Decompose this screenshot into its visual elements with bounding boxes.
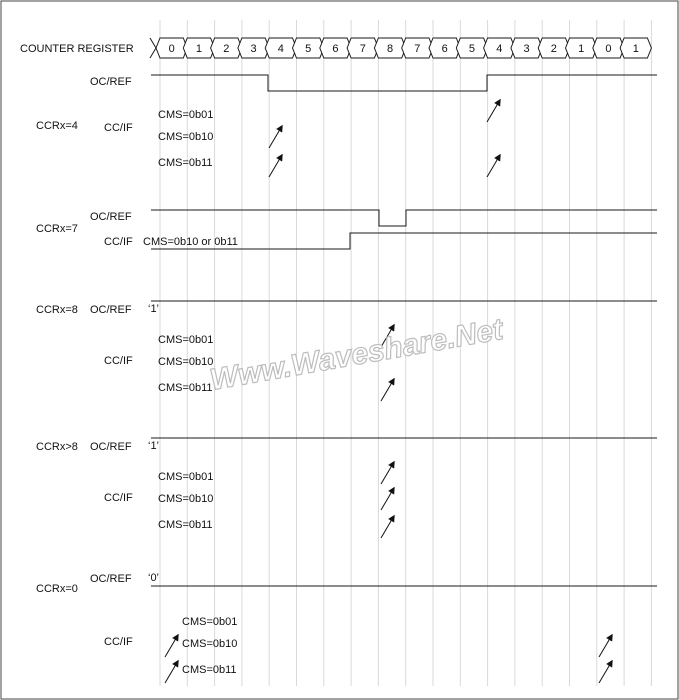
section-ccrx0 xyxy=(36,572,657,683)
ccrx4-0b11-event-arrow-up xyxy=(269,155,282,177)
ccrx0-0b10-event-arrow-end xyxy=(599,635,612,657)
ccrx4-label: CCRx=4 xyxy=(36,120,78,132)
ccrx4-ocref-waveform xyxy=(151,75,657,91)
ccrx0-ccif-label: CC/IF xyxy=(104,636,133,648)
ccrxgt8-ocref-level: ‘1’ xyxy=(148,440,160,452)
ccrx0-ocref-level: ‘0’ xyxy=(148,572,160,584)
ccrx0-cms-0b11: CMS=0b11 xyxy=(182,664,237,676)
ccrx7-label: CCRx=7 xyxy=(36,223,78,235)
ccrx0-0b11-event-arrow-start xyxy=(165,661,178,683)
ccrx8-ccif-label: CC/IF xyxy=(104,355,133,367)
ccrxgt8-ocref-label: OC/REF xyxy=(90,441,132,453)
ccrxgt8-cms-0b10: CMS=0b10 xyxy=(158,493,214,505)
ccrx7-ocref-waveform xyxy=(151,210,657,226)
ccrxgt8-cms-0b01: CMS=0b01 xyxy=(158,471,214,483)
ccrx4-cms-0b01: CMS=0b01 xyxy=(158,109,214,121)
counter-cell-value: 0 xyxy=(168,43,175,55)
ccrx7-ccif-label: CC/IF xyxy=(104,236,133,248)
counter-cell-value: 3 xyxy=(523,43,530,55)
ccrx8-cms-0b10: CMS=0b10 xyxy=(158,356,214,368)
ccrx0-cms-0b10: CMS=0b10 xyxy=(182,638,238,650)
counter-cell-value: 3 xyxy=(250,43,257,55)
ccrx8-ocref-level: ‘1’ xyxy=(148,303,160,315)
ccrx8-ocref-label: OC/REF xyxy=(90,304,132,316)
ccrx4-cms-0b10: CMS=0b10 xyxy=(158,131,214,143)
ccrx4-0b11-event-arrow-down xyxy=(487,155,500,177)
ccrx0-0b11-event-arrow-end xyxy=(599,661,612,683)
ccrx4-cms-0b11: CMS=0b11 xyxy=(158,157,213,169)
counter-cell-value: 4 xyxy=(277,43,284,55)
counter-register-label: COUNTER REGISTER xyxy=(20,43,134,55)
ccrxgt8-ccif-label: CC/IF xyxy=(104,492,133,504)
counter-cell-value: 7 xyxy=(414,43,421,55)
ccrx7-ocref-label: OC/REF xyxy=(90,211,132,223)
ccrxgt8-0b10-event-arrow xyxy=(381,488,394,510)
ccrx4-0b10-event-arrow xyxy=(269,126,282,148)
ccrx8-label: CCRx=8 xyxy=(36,304,78,316)
counter-cell-value: 2 xyxy=(550,43,557,55)
ccrx0-label: CCRx=0 xyxy=(36,583,78,595)
ccrx4-0b01-event-arrow xyxy=(487,100,500,122)
ccrx0-0b10-event-arrow-start xyxy=(165,635,178,657)
section-ccrx7 xyxy=(36,210,657,249)
counter-cell-value: 8 xyxy=(386,43,394,55)
ccrxgt8-0b11-event-arrow xyxy=(381,516,394,538)
ccrxgt8-cms-0b11: CMS=0b11 xyxy=(158,519,213,531)
ccrx8-cms-0b11: CMS=0b11 xyxy=(158,382,213,394)
ccrx4-ocref-label: OC/REF xyxy=(90,76,132,88)
counter-cell-value: 6 xyxy=(332,43,339,55)
ccrx4-ccif-label: CC/IF xyxy=(104,122,133,134)
counter-cell-edge-left xyxy=(150,38,156,58)
counter-cell-value: 7 xyxy=(359,43,366,55)
section-ccrx-gt8 xyxy=(36,438,657,538)
counter-cell-value: 2 xyxy=(223,43,230,55)
counter-cell-value: 5 xyxy=(305,43,312,55)
counter-cell-value: 1 xyxy=(195,43,203,55)
counter-cell-value: 1 xyxy=(578,43,585,55)
counter-cell-value: 1 xyxy=(632,43,639,55)
ccrx0-cms-0b01: CMS=0b01 xyxy=(182,616,238,628)
counter-register-cells xyxy=(150,38,651,58)
counter-cell-value: 6 xyxy=(441,43,448,55)
ccrx0-ocref-label: OC/REF xyxy=(90,573,132,585)
ccrx8-cms-0b01: CMS=0b01 xyxy=(158,334,214,346)
ccrxgt8-0b01-event-arrow xyxy=(381,462,394,484)
section-ccrx4 xyxy=(36,75,657,177)
counter-cell-value: 0 xyxy=(605,43,612,55)
ccrxgt8-label: CCRx>8 xyxy=(36,441,78,453)
watermark-text: Www.Waveshare.Net xyxy=(207,312,506,397)
counter-cell-value: 5 xyxy=(468,43,476,55)
ccrx7-cms-0b10-or-0b11: CMS=0b10 or 0b11 xyxy=(143,236,238,248)
ccrx8-0b11-event-arrow xyxy=(381,379,394,401)
counter-cell-value: 4 xyxy=(496,43,503,55)
